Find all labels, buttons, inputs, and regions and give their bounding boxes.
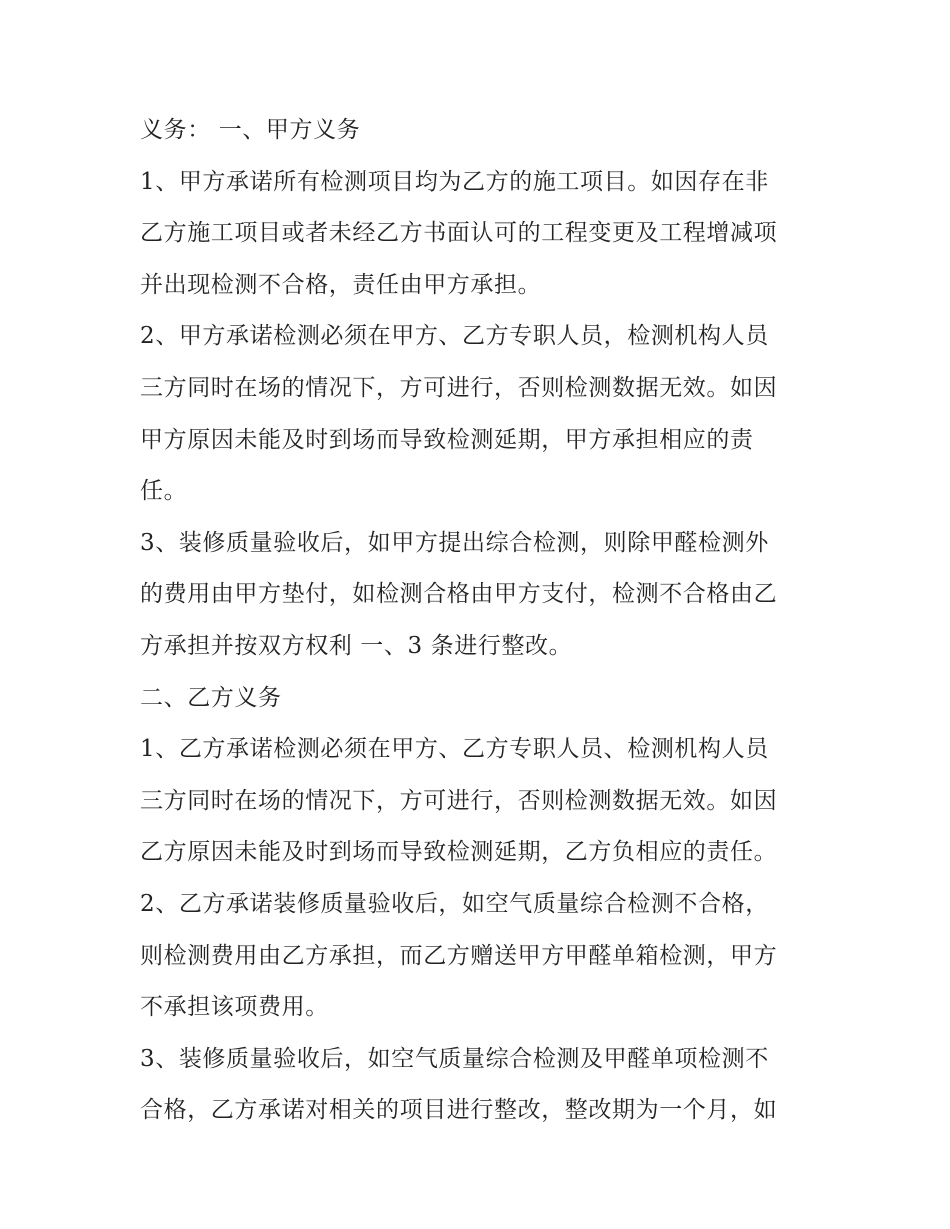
text-line: 三方同时在场的情况下，方可进行，否则检测数据无效。如因 bbox=[140, 787, 778, 814]
text-line: 乙方原因未能及时到场而导致检测延期，乙方负相应的责任。 bbox=[140, 839, 778, 866]
text-line: 并出现检测不合格，责任由甲方承担。 bbox=[140, 271, 542, 298]
text-line: 2、甲方承诺检测必须在甲方、乙方专职人员，检测机构人员 bbox=[140, 323, 769, 350]
text-line: 二、乙方义务 bbox=[140, 684, 282, 711]
text-line: 甲方原因未能及时到场而导致检测延期，甲方承担相应的责 bbox=[140, 426, 754, 453]
text-line: 2、乙方承诺装修质量验收后，如空气质量综合检测不合格， bbox=[140, 890, 769, 917]
text-line: 乙方施工项目或者未经乙方书面认可的工程变更及工程增减项 bbox=[140, 220, 778, 247]
text-line: 1、乙方承诺检测必须在甲方、乙方专职人员、检测机构人员 bbox=[140, 736, 769, 763]
text-line: 三方同时在场的情况下，方可进行，否则检测数据无效。如因 bbox=[140, 374, 778, 401]
text-line: 合格，乙方承诺对相关的项目进行整改，整改期为一个月，如 bbox=[140, 1097, 778, 1124]
text-line: 方承担并按双方权利 一、3 条进行整改。 bbox=[140, 632, 573, 659]
text-line: 的费用由甲方垫付，如检测合格由甲方支付，检测不合格由乙 bbox=[140, 581, 778, 608]
text-line: 则检测费用由乙方承担，而乙方赠送甲方甲醛单箱检测，甲方 bbox=[140, 942, 778, 969]
text-line: 3、装修质量验收后，如甲方提出综合检测，则除甲醛检测外 bbox=[140, 529, 769, 556]
text-line: 3、装修质量验收后，如空气质量综合检测及甲醛单项检测不 bbox=[140, 1045, 769, 1072]
text-line: 任。 bbox=[140, 478, 188, 505]
document-body bbox=[140, 105, 830, 1137]
text-line: 义务： 一、甲方义务 bbox=[140, 117, 361, 143]
text-line: 1、甲方承诺所有检测项目均为乙方的施工项目。如因存在非 bbox=[140, 168, 769, 195]
text-line: 不承担该项费用。 bbox=[140, 994, 329, 1021]
